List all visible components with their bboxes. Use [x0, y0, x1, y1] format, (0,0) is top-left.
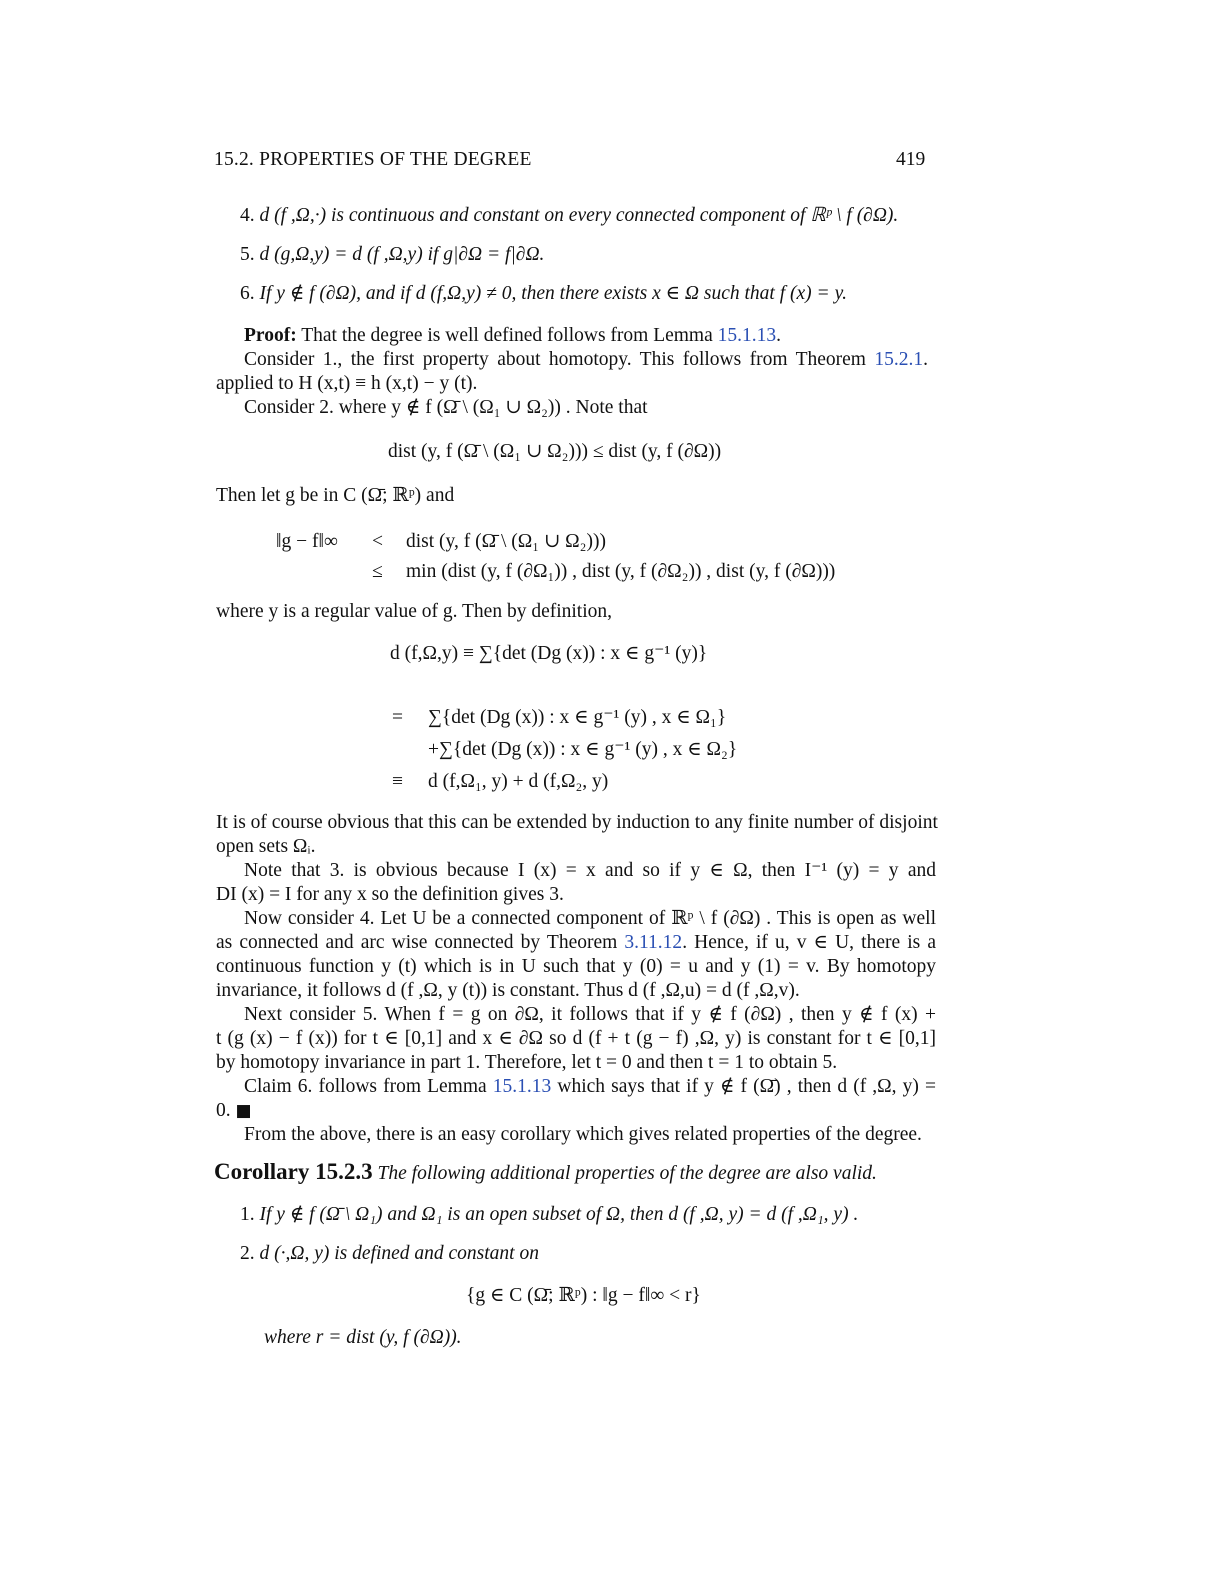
theorem-item-4: [240, 204, 898, 228]
para-property4-4: invariance, it follows d (f ,Ω, y (t)) is constant. Thus d (f ,Ω,u) = d (f ,Ω,v).: [216, 980, 800, 1001]
running-header-section: 15.2. PROPERTIES OF THE DEGREE: [214, 149, 532, 170]
para-property5-3: by homotopy invariance in part 1. Therefore, let t = 0 and then t = 1 to obtain 5.: [216, 1052, 838, 1073]
corollary-item-1: [240, 1203, 858, 1227]
lemma-link[interactable]: 15.1.13: [492, 1076, 552, 1097]
para-property4-1: Now consider 4. Let U be a connected component of ℝᵖ \ f (∂Ω) . This is open as well: [244, 908, 936, 929]
item-text: If y ∉ f (Ω̄ \ Ω₁) and Ω₁ is an open subset of Ω, then d (f ,Ω, y) = d (f ,Ω₁, y) .: [259, 1204, 859, 1225]
para-property4-3: continuous function y (t) which is in U such that y (0) = u and y (1) = v. By homotopy: [216, 956, 936, 977]
item-text: d (f ,Ω,·) is continuous and constant on every connected component of ℝᵖ \ f (∂Ω).: [259, 205, 899, 226]
item-number: 4.: [240, 205, 255, 226]
dist-inequality: dist (y, f (Ω̄ \ (Ω₁ ∪ Ω₂))) ≤ dist (y, f (∂Ω)): [388, 441, 722, 462]
proof-label: Proof:: [244, 325, 297, 346]
corollary-set: {g ∈ C (Ω̄; ℝᵖ) : ‖g − f‖∞ < r}: [466, 1285, 701, 1306]
sum-line-1: ∑{det (Dg (x)) : x ∈ g⁻¹ (y) , x ∈ Ω₁}: [428, 707, 727, 728]
norm-lhs: ‖g − f‖∞: [276, 531, 338, 552]
para-extension-1: It is of course obvious that this can be extended by induction to any finite number of disjoint: [216, 812, 938, 833]
corollary-title: Corollary 15.2.3: [214, 1159, 373, 1184]
theorem-item-5: [240, 243, 544, 267]
para-property5-1: Next consider 5. When f = g on ∂Ω, it follows that if y ∉ f (∂Ω) , then y ∉ f (x) +: [244, 1004, 936, 1025]
para-extension-2: open sets Ωᵢ.: [216, 836, 316, 857]
corollary-statement: The following additional properties of the degree are also valid.: [377, 1163, 877, 1184]
para-property4-2: as connected and arc wise connected by Theorem 3.11.12. Hence, if u, v ∈ U, there is a: [216, 932, 936, 953]
lemma-link[interactable]: 15.1.13: [717, 325, 777, 346]
corollary-heading: [214, 1160, 877, 1186]
sum-equals: =: [392, 707, 403, 728]
theorem-link[interactable]: 3.11.12: [624, 932, 683, 953]
from-above-line: From the above, there is an easy corollary which gives related properties of the degree.: [244, 1124, 922, 1145]
where-regular-line: where y is a regular value of g. Then by definition,: [216, 601, 613, 622]
item-number: 6.: [240, 283, 255, 304]
relation-less: <: [372, 531, 383, 552]
ineq-rhs-1: dist (y, f (Ω̄ \ (Ω₁ ∪ Ω₂))): [406, 531, 606, 552]
relation-leq: ≤: [372, 561, 383, 582]
ineq-rhs-2: min (dist (y, f (∂Ω₁)) , dist (y, f (∂Ω₂)) , dist (y, f (∂Ω))): [406, 561, 836, 582]
item-number: 2.: [240, 1243, 255, 1264]
proof-line-1: Proof: That the degree is well defined follows from Lemma 15.1.13.: [244, 325, 782, 346]
proof-line-4: Consider 2. where y ∉ f (Ω̄ \ (Ω₁ ∪ Ω₂)) . Note that: [244, 397, 648, 418]
corollary-where-r: where r = dist (y, f (∂Ω)).: [264, 1327, 462, 1348]
sum-equiv: ≡: [392, 771, 403, 792]
page-number: 419: [896, 149, 926, 170]
proof-line-2: Consider 1., the first property about homotopy. This follows from Theorem 15.2.1.: [244, 349, 928, 370]
item-number: 1.: [240, 1204, 255, 1225]
proof-line-3: applied to H (x,t) ≡ h (x,t) − y (t).: [216, 373, 478, 394]
item-text: d (·,Ω, y) is defined and constant on: [259, 1243, 539, 1264]
para-property3-1: Note that 3. is obvious because I (x) = x and so if y ∈ Ω, then I⁻¹ (y) = y and: [244, 860, 936, 881]
theorem-link[interactable]: 15.2.1: [874, 349, 924, 370]
then-let-line: Then let g be in C (Ω̄; ℝᵖ) and: [216, 485, 455, 506]
para-property5-2: t (g (x) − f (x)) for t ∈ [0,1] and x ∈ ∂Ω so d (f + t (g − f) ,Ω, y) is constant for t ∈ [0,1]: [216, 1028, 936, 1049]
sum-line-3: d (f,Ω₁, y) + d (f,Ω₂, y): [428, 771, 609, 792]
theorem-item-6: [240, 282, 847, 306]
corollary-item-2: [240, 1242, 539, 1266]
para-property3-2: DI (x) = I for any x so the definition gives 3.: [216, 884, 564, 905]
degree-definition: d (f,Ω,y) ≡ ∑{det (Dg (x)) : x ∈ g⁻¹ (y)}: [390, 643, 708, 664]
para-property6-2: 0. ■: [216, 1100, 252, 1121]
para-property6-1: Claim 6. follows from Lemma 15.1.13 which says that if y ∉ f (Ω̄) , then d (f ,Ω, y) =: [244, 1076, 936, 1097]
sum-line-2: +∑{det (Dg (x)) : x ∈ g⁻¹ (y) , x ∈ Ω₂}: [428, 739, 738, 760]
item-text: d (g,Ω,y) = d (f ,Ω,y) if g|∂Ω = f|∂Ω.: [259, 244, 545, 265]
item-number: 5.: [240, 244, 255, 265]
item-text: If y ∉ f (∂Ω), and if d (f,Ω,y) ≠ 0, then there exists x ∈ Ω such that f (x) = y.: [259, 283, 848, 304]
qed-square-icon: ■: [235, 1101, 252, 1121]
